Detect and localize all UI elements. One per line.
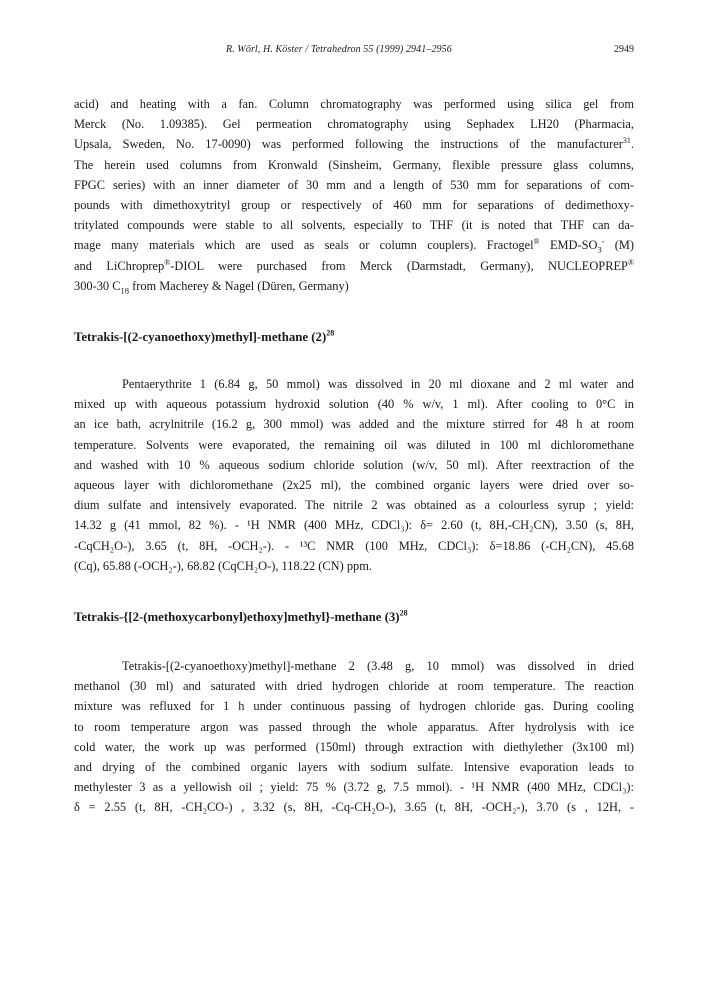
text-span: -DIOL were purchased from Merck (Darmstadt, Germany), NUCLEOPREP [170,258,628,273]
paragraph-materials [74,94,634,296]
text-line: 14.32 g (41 mmol, 82 %). - ¹H NMR (400 MHz, CDCl₃): δ= 2.60 (t, 8H,-CH₂CN), 3.50 (s, 8H, [74,518,634,533]
section-heading [74,610,408,625]
citation-superscript: 28 [326,328,335,338]
text-line [74,256,634,276]
heading-text: Tetrakis-[(2-cyanoethoxy)methyl]-methane (2) [74,330,327,344]
text-line: (Cq), 65.88 (-OCH₂-), 68.82 (CqCH₂O-), 118.22 (CN) ppm. [74,558,372,573]
registered-mark: ® [164,257,171,267]
section-heading [74,330,334,345]
paragraph-synthesis-3 [74,656,634,818]
text-line: δ = 2.55 (t, 8H, -CH₂CO-) , 3.32 (s, 8H, -Cq-CH₂O-), 3.65 (t, 8H, -OCH₂-), 3.70 (s , 12H, - [74,800,634,815]
text-line: -CqCH₂O-), 3.65 (t, 8H, -OCH₂-). - ¹³C NMR (100 MHz, CDCl₃): δ=18.86 (-CH₂CN), 45.68 [74,538,634,553]
running-head: R. Wörl, H. Köster / Tetrahedron 55 (1999) 2941–2956 [226,44,452,55]
superscript: - [601,237,605,247]
text-line: cold water, the work up was performed (150ml) through extraction with diethylether (3x100 ml) [74,739,634,754]
text-span: EMD-SO [539,238,598,253]
text-line [74,235,634,255]
text-line: Tetrakis-[(2-cyanoethoxy)methyl]-methane 2 (3.48 g, 10 mmol) was dissolved in dried [122,659,634,673]
text-line [74,134,634,154]
heading-text: Tetrakis-{[2-(methoxycarbonyl)ethoxy]methyl}-methane (3) [74,610,400,624]
citation-superscript: 28 [399,608,408,618]
text-line: dium sulfate and intensively evaporated. The nitrile 2 was obtained as a colourless syrup ; yield: [74,498,634,513]
text-line: acid) and heating with a fan. Column chromatography was performed using silica gel from [74,97,634,111]
subscript: 3 [597,244,602,255]
text-line: mixed up with aqueous potassium hydroxid solution (40 % w/v, 1 ml). After cooling to 0°C in [74,397,634,412]
text-line: pounds with dimethoxytrityl group or respectively of 460 mm for separations of dedimethoxy- [74,197,634,212]
text-line: temperature. Solvents were evaporated, the remaining oil was diluted in 100 ml dichloromethane [74,437,634,452]
text-span: mage many materials which are used as seals or column couplers). Fractogel [74,238,534,253]
text-span: Upsala, Sweden, No. 17-0090) was performed following the instructions of the manufacturer [74,137,623,152]
text-line: Pentaerythrite 1 (6.84 g, 50 mmol) was dissolved in 20 ml dioxane and 2 ml water and [122,377,634,391]
text-line: tritylated compounds were stable to all solvents, especially to THF (it is noted that THF can da- [74,218,634,233]
citation-superscript: 31 [622,136,631,146]
text-span: and LiChroprep [74,258,165,273]
text-line: to room temperature argon was passed through the whole apparatus. After hydrolysis with ice [74,719,634,734]
text-line: aqueous layer with dichloromethane (2x25 ml), the combined organic layers were dried over so- [74,477,634,492]
subscript: 18 [120,285,129,296]
text-line: methanol (30 ml) and saturated with dried hydrogen chloride at room temperature. The reaction [74,679,634,694]
text-line: an ice bath, acrylnitrile (16.2 g, 300 mmol) was added and the mixture stirred for 48 h at room [74,417,634,432]
text-span: . [630,137,634,152]
text-span: 300-30 C [74,278,121,293]
text-line [74,276,634,296]
text-span: from Macherey & Nagel (Düren, Germany) [128,278,349,293]
text-line: mixture was refluxed for 1 h under continuous passing of hydrogen chloride gas. During cooling [74,699,634,714]
page-number: 2949 [614,44,634,55]
text-line: FPGC series) with an inner diameter of 30 mm and a length of 530 mm for separations of com- [74,177,634,192]
text-line: and drying of the combined organic layers with sodium sulfate. Intensive evaporation leads to [74,759,634,774]
text-span: (M) [604,238,634,253]
text-line: The herein used columns from Kronwald (Sinsheim, Germany, flexible pressure glass columns, [74,157,634,172]
text-line: methylester 3 as a yellowish oil ; yield: 75 % (3.72 g, 7.5 mmol). - ¹H NMR (400 MHz, CDCl₃): [74,780,634,795]
text-line: and washed with 10 % aqueous sodium chloride solution (w/v, 50 ml). After reextraction of the [74,457,634,472]
text-line: Merck (No. 1.09385). Gel permeation chromatography using Sephadex LH20 (Pharmacia, [74,117,634,132]
registered-mark: ® [533,237,540,247]
registered-mark: ® [627,257,634,267]
paragraph-synthesis-2 [74,374,634,576]
